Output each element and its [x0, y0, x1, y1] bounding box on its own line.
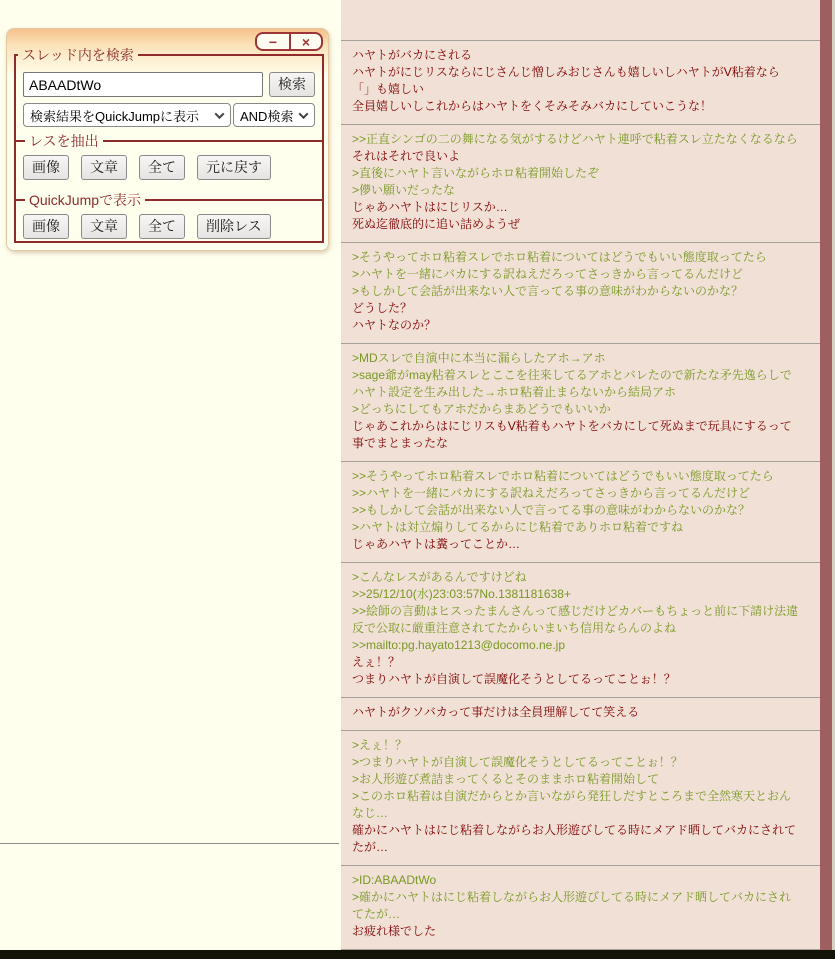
post-quote-line: >確かにハヤトはにじ粘着しながらお人形遊びしてる時にメアド晒してバカにされ [352, 890, 792, 904]
post [341, 343, 820, 461]
post-quote-line: なじ… [352, 806, 389, 820]
post-quote-line: >お人形遊び煮詰まってくるとそのままホロ粘着開始して [352, 772, 660, 786]
post-quote-line: ハヤト設定を生み出した→ホロ粘着止まらないから結局アホ [352, 385, 677, 399]
post-text-line: じゃあハヤトはにじリスか… [352, 200, 508, 214]
search-options-row [23, 103, 315, 127]
post-quote-line: てたが… [352, 907, 401, 921]
post [341, 865, 820, 949]
posts-list [341, 40, 820, 949]
post-quote-line: >sage爺がmay粘着スレとここを往来してるアホとバレたので新たな矛先逸らしで [352, 368, 792, 382]
post-text-line: じゃあハヤトは糞ってことか… [352, 537, 521, 551]
post-text-line: 事でまとまったな [352, 436, 449, 450]
post-quote-line: >そうやってホロ粘着スレでホロ粘着についてはどうでもいい態度取ってたら [352, 250, 767, 264]
post-text-line: つまりハヤトが自演して誤魔化そうとしてるってことぉ！？ [352, 672, 676, 686]
bottom-bar [0, 950, 835, 959]
post [341, 124, 820, 242]
post-quote-line: >ハヤトは対立煽りしてるからにじ粘着でありホロ粘着ですね [352, 520, 684, 534]
quickjump-fieldset-legend: QuickJumpで表示 [29, 191, 142, 208]
post-text-line: たが… [352, 840, 389, 854]
post-text-line: ハヤトなのか？ [352, 318, 437, 332]
extract-text-button[interactable]: 文章 [81, 155, 127, 180]
quickjump-fieldset [16, 192, 322, 248]
post-quote-line: >>mailto:pg.hayato1213@docomo.ne.jp [352, 638, 565, 652]
post-quote-line: >>25/12/10(水)23:03:57No.1381181638+ [352, 587, 571, 601]
thread-search-dialog [6, 28, 329, 251]
post-quote-line: >こんなレスがあるんですけどね [352, 570, 527, 584]
post-text-line: 全員嬉しいしこれからはハヤトをくそみそみバカにしていこうな！ [352, 99, 713, 113]
post-quote-line: >もしかして会話が出来ない人で言ってる事の意味がわからないのかな？ [352, 284, 744, 298]
post-quote-line: >ハヤトを一緒にバカにする訳ねえだろってさっきから言ってるんだけど [352, 267, 744, 281]
post-text-line: 死ぬ迄徹底的に追い詰めようぜ [352, 217, 521, 231]
extract-all-button[interactable]: 全て [139, 155, 185, 180]
search-button[interactable]: 検索 [269, 72, 315, 97]
post-text-line: お疲れ様でした [352, 924, 437, 938]
search-fieldset [14, 47, 324, 243]
minimize-button[interactable]: − [268, 33, 278, 50]
result-display-select-value: 検索結果をQuickJumpに表示 [30, 108, 200, 124]
post-quote-line: >>絵師の言動はヒスったまんさんって感じだけどカバーもちょっと前に下請け法違 [352, 604, 799, 618]
search-input[interactable] [23, 72, 263, 97]
chevron-down-icon [299, 109, 309, 119]
scrollbar[interactable] [820, 0, 832, 950]
post-quote-line: >MDスレで自演中に本当に漏らしたアホ→アホ [352, 351, 606, 365]
post-text-line: じゃあこれからはにじリスもV粘着もハヤトをバカにして死ぬまで玩具にするって [352, 419, 792, 433]
posts-top-spacer [341, 0, 820, 40]
post-quote-line: >>ハヤトを一緒にバカにする訳ねえだろってさっきから言ってるんだけど [352, 486, 751, 500]
post-text-line: どうした？ [352, 301, 413, 315]
page-divider [0, 843, 339, 844]
post-text-line: 「」も嬉しい [352, 82, 425, 96]
post-quote-line: >直後にハヤト言いながらホロ粘着開始したぞ [352, 166, 600, 180]
post-quote-line: 反で公取に厳重注意されてたからいまいち信用ならんのよね [352, 621, 677, 635]
search-row [23, 72, 315, 97]
post-text-line: ハヤトがバカにされる [352, 48, 473, 62]
quickjump-image-button[interactable]: 画像 [23, 214, 69, 239]
post-quote-line: >ID:ABAADtWo [352, 873, 437, 887]
post-quote-line: >>そうやってホロ粘着スレでホロ粘着についてはどうでもいい態度取ってたら [352, 469, 774, 483]
extract-button-row [23, 155, 315, 180]
post-quote-line: >えぇ！？ [352, 738, 408, 752]
extract-fieldset-legend: レスを抽出 [29, 133, 99, 150]
post-quote-line: >つまりハヤトが自演して誤魔化そうとしてるってことぉ！？ [352, 755, 683, 769]
extract-fieldset [16, 133, 322, 189]
post-text-line: それはそれで良いよ [352, 149, 461, 163]
post-text-line: ハヤトがクソバカって事だけは全員理解してて笑える [352, 705, 640, 719]
close-button[interactable]: × [289, 34, 321, 49]
post [341, 730, 820, 865]
chevron-down-icon [215, 109, 225, 119]
search-mode-select[interactable] [233, 103, 315, 127]
post-text-line: えぇ！？ [352, 655, 401, 669]
extract-image-button[interactable]: 画像 [23, 155, 69, 180]
extract-reset-button[interactable]: 元に戻す [197, 155, 271, 180]
search-mode-select-value: AND検索 [240, 108, 294, 124]
post-text-line: 確かにハヤトはにじ粘着しながらお人形遊びしてる時にメアド晒してバカにされて [352, 823, 797, 837]
search-fieldset-legend: スレッド内を検索 [22, 47, 134, 63]
post-quote-line: >このホロ粘着は自演だからとか言いながら発狂しだすところまで全然寒天とおん [352, 789, 792, 803]
post-quote-line: >儚い願いだったな [352, 183, 456, 197]
post [341, 242, 820, 343]
posts-column [341, 0, 820, 950]
post-quote-line: >どっちにしてもアホだからまあどうでもいいか [352, 402, 611, 416]
quickjump-all-button[interactable]: 全て [139, 214, 185, 239]
quickjump-text-button[interactable]: 文章 [81, 214, 127, 239]
post-text-line: ハヤトがにじリスならにじさんじ憎しみおじさんも嬉しいしハヤトがV粘着なら [352, 65, 780, 79]
quickjump-deleted-button[interactable]: 削除レス [197, 214, 271, 239]
quickjump-button-row [23, 214, 315, 239]
post [341, 697, 820, 730]
post-quote-line: >>もしかして会話が出来ない人で言ってる事の意味がわからないのかな？ [352, 503, 751, 517]
post [341, 40, 820, 124]
post [341, 562, 820, 697]
post-quote-line: >>正直シンゴの二の舞になる気がするけどハヤト連呼で粘着スレ立たなくなるなら [352, 132, 798, 146]
result-display-select[interactable] [23, 103, 231, 127]
post [341, 461, 820, 562]
